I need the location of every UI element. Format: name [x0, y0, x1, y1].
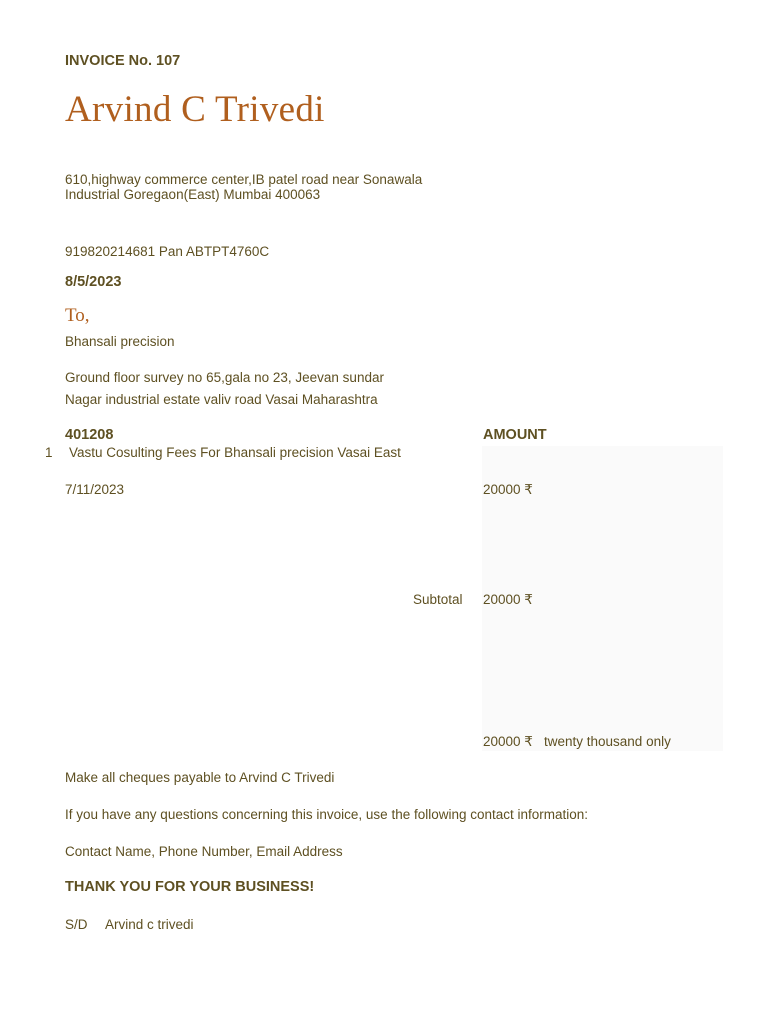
signature-name: Arvind c trivedi	[105, 917, 194, 932]
total-value: 20000 ₹	[483, 734, 533, 749]
contact-fields: Contact Name, Phone Number, Email Address	[65, 844, 343, 859]
issuer-name: Arvind C Trivedi	[65, 89, 325, 130]
subtotal-label: Subtotal	[413, 592, 463, 607]
recipient-name: Bhansali precision	[65, 334, 175, 349]
cheque-note: Make all cheques payable to Arvind C Trivedi	[65, 770, 335, 785]
issuer-address-line2: Industrial Goregaon(East) Mumbai 400063	[65, 187, 321, 202]
questions-note: If you have any questions concerning this invoice, use the following contact information:	[65, 807, 589, 822]
amount-header: AMOUNT	[483, 427, 547, 443]
invoice-date: 8/5/2023	[65, 274, 122, 290]
issuer-contact: 919820214681 Pan ABTPT4760C	[65, 244, 270, 259]
item-amount: 20000 ₹	[483, 482, 533, 497]
subtotal-value: 20000 ₹	[483, 592, 533, 607]
item-date: 7/11/2023	[65, 482, 125, 497]
recipient-pincode: 401208	[65, 427, 114, 443]
total-in-words: twenty thousand only	[544, 734, 671, 749]
invoice-number: INVOICE No. 107	[65, 53, 181, 69]
recipient-address-line2: Nagar industrial estate valiv road Vasai Maharashtra	[65, 392, 378, 407]
signature-label: S/D	[65, 917, 88, 932]
issuer-address-line1: 610,highway commerce center,IB patel road near Sonawala	[65, 172, 423, 187]
thank-you-message: THANK YOU FOR YOUR BUSINESS!	[65, 879, 315, 895]
recipient-address-line1: Ground floor survey no 65,gala no 23, Jeevan sundar	[65, 370, 384, 385]
to-label: To,	[65, 305, 90, 326]
item-description: Vastu Cosulting Fees For Bhansali precision Vasai East	[69, 445, 401, 460]
item-index: 1	[45, 445, 53, 460]
